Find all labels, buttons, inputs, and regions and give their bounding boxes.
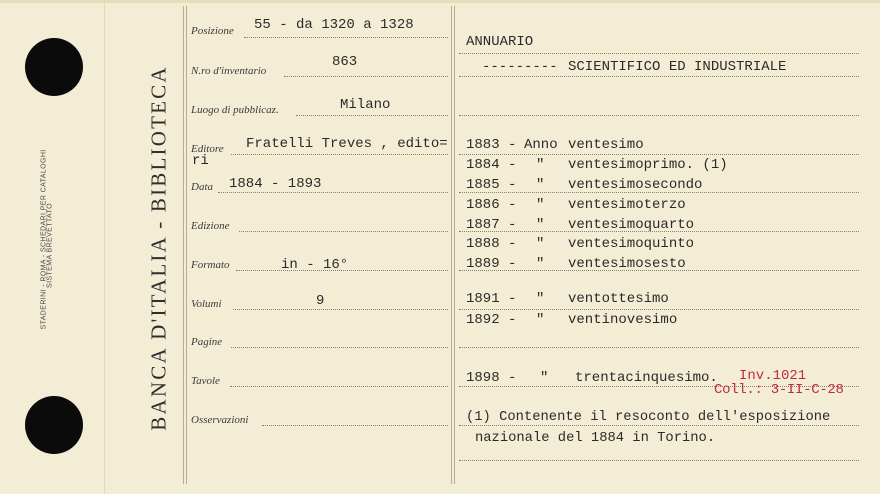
dots-edizione [239,231,448,232]
label-data: Data [191,181,213,193]
punch-hole-bottom [25,396,83,454]
card-top-edge [0,0,880,3]
volume-year: 1889 - [466,256,517,272]
volume-name: ventesimosesto [568,256,686,272]
value-editore-2: ri [192,153,209,169]
volume-year: 1887 - [466,217,517,233]
volume-year: 1888 - [466,236,517,252]
volume-mark: " [536,312,545,328]
rule-mid-a [451,6,452,484]
volume-name: ventesimoterzo [568,197,686,213]
dots-right-8 [459,309,859,310]
dots-posizione [244,37,448,38]
stamp-inventory: Inv.1021 [739,368,807,384]
rule-mid-b [454,6,455,484]
dots-tavole [230,386,448,387]
label-posizione: Posizione [191,25,234,37]
value-posizione: 55 - da 1320 a 1328 [254,17,414,33]
dots-data [218,192,448,193]
volume-year: 1892 - [466,312,517,328]
volume-name: ventesimosecondo [568,177,703,193]
title-dash: --------- [482,59,558,75]
label-osservazioni: Osservazioni [191,414,249,426]
volume-name: trentacinquesimo. [575,370,718,386]
volume-name: ventesimoprimo. (1) [568,157,728,173]
library-name: BANCA D'ITALIA - BIBLIOTECA [146,65,171,431]
value-formato: in - 16° [281,257,349,273]
label-luogo: Luogo di pubblicaz. [191,104,279,116]
volume-mark: Anno [524,137,558,153]
value-data: 1884 - 1893 [229,176,322,192]
value-volumi: 9 [316,293,325,309]
volume-mark: " [536,157,545,173]
note-line2: nazionale del 1884 in Torino. [475,431,716,446]
volume-year: 1891 - [466,291,517,307]
dots-right-11 [459,425,859,426]
value-editore-1: Fratelli Treves , edito= [246,136,448,152]
dots-volumi [233,309,448,310]
label-tavole: Tavole [191,375,220,387]
dots-right-12 [459,460,859,461]
note-line1: (1) Contenente il resoconto dell'esposizione [466,410,831,425]
printer-imprint: STADERINI - ROMA - SCHEDARI PER CATALOGHI [40,149,48,330]
volume-year: 1898 - [466,370,517,386]
volume-year: 1885 - [466,177,517,193]
label-inventario: N.ro d'inventario [191,65,267,77]
rule-left-a [183,6,184,484]
volume-year: 1886 - [466,197,517,213]
label-editore: Editore [191,143,224,155]
dots-osservazioni [262,425,448,426]
volume-name: ventesimo [568,137,644,153]
volume-mark: " [536,217,545,233]
label-pagine: Pagine [191,336,223,348]
punch-hole-top [25,38,83,96]
stamp-collocation: Coll.: 3-II-C-28 [714,382,844,398]
dots-right-4 [459,154,859,155]
label-formato: Formato [191,259,230,271]
printer-imprint-sub: SISTEMA BREVETTATO [46,203,54,288]
volume-year: 1883 - [466,137,517,153]
dots-luogo [296,115,448,116]
rule-left-b [186,6,187,484]
volume-mark: " [536,291,545,307]
volume-name: ventesimoquarto [568,217,695,233]
title-line1: ANNUARIO [466,34,534,50]
volume-mark: " [536,197,545,213]
dots-right-9 [459,347,859,348]
title-line2: SCIENTIFICO ED INDUSTRIALE [568,59,787,75]
dots-right-3 [459,115,859,116]
label-edizione: Edizione [191,220,230,232]
value-inventario: 863 [332,54,358,70]
volume-year: 1884 - [466,157,517,173]
volume-mark: " [536,256,545,272]
volume-name: ventesimoquinto [568,236,695,252]
value-luogo: Milano [340,97,391,113]
dots-right-2 [459,76,859,77]
dots-right-1 [459,53,859,54]
volume-mark: " [536,177,545,193]
stub-fold-line [104,0,105,494]
dots-editore [231,154,448,155]
volume-name: ventottesimo [568,291,669,307]
dots-inventario [284,76,448,77]
label-volumi: Volumi [191,298,222,310]
dots-pagine [231,347,448,348]
volume-name: ventinovesimo [568,312,678,328]
volume-mark: " [540,370,549,386]
volume-mark: " [536,236,545,252]
